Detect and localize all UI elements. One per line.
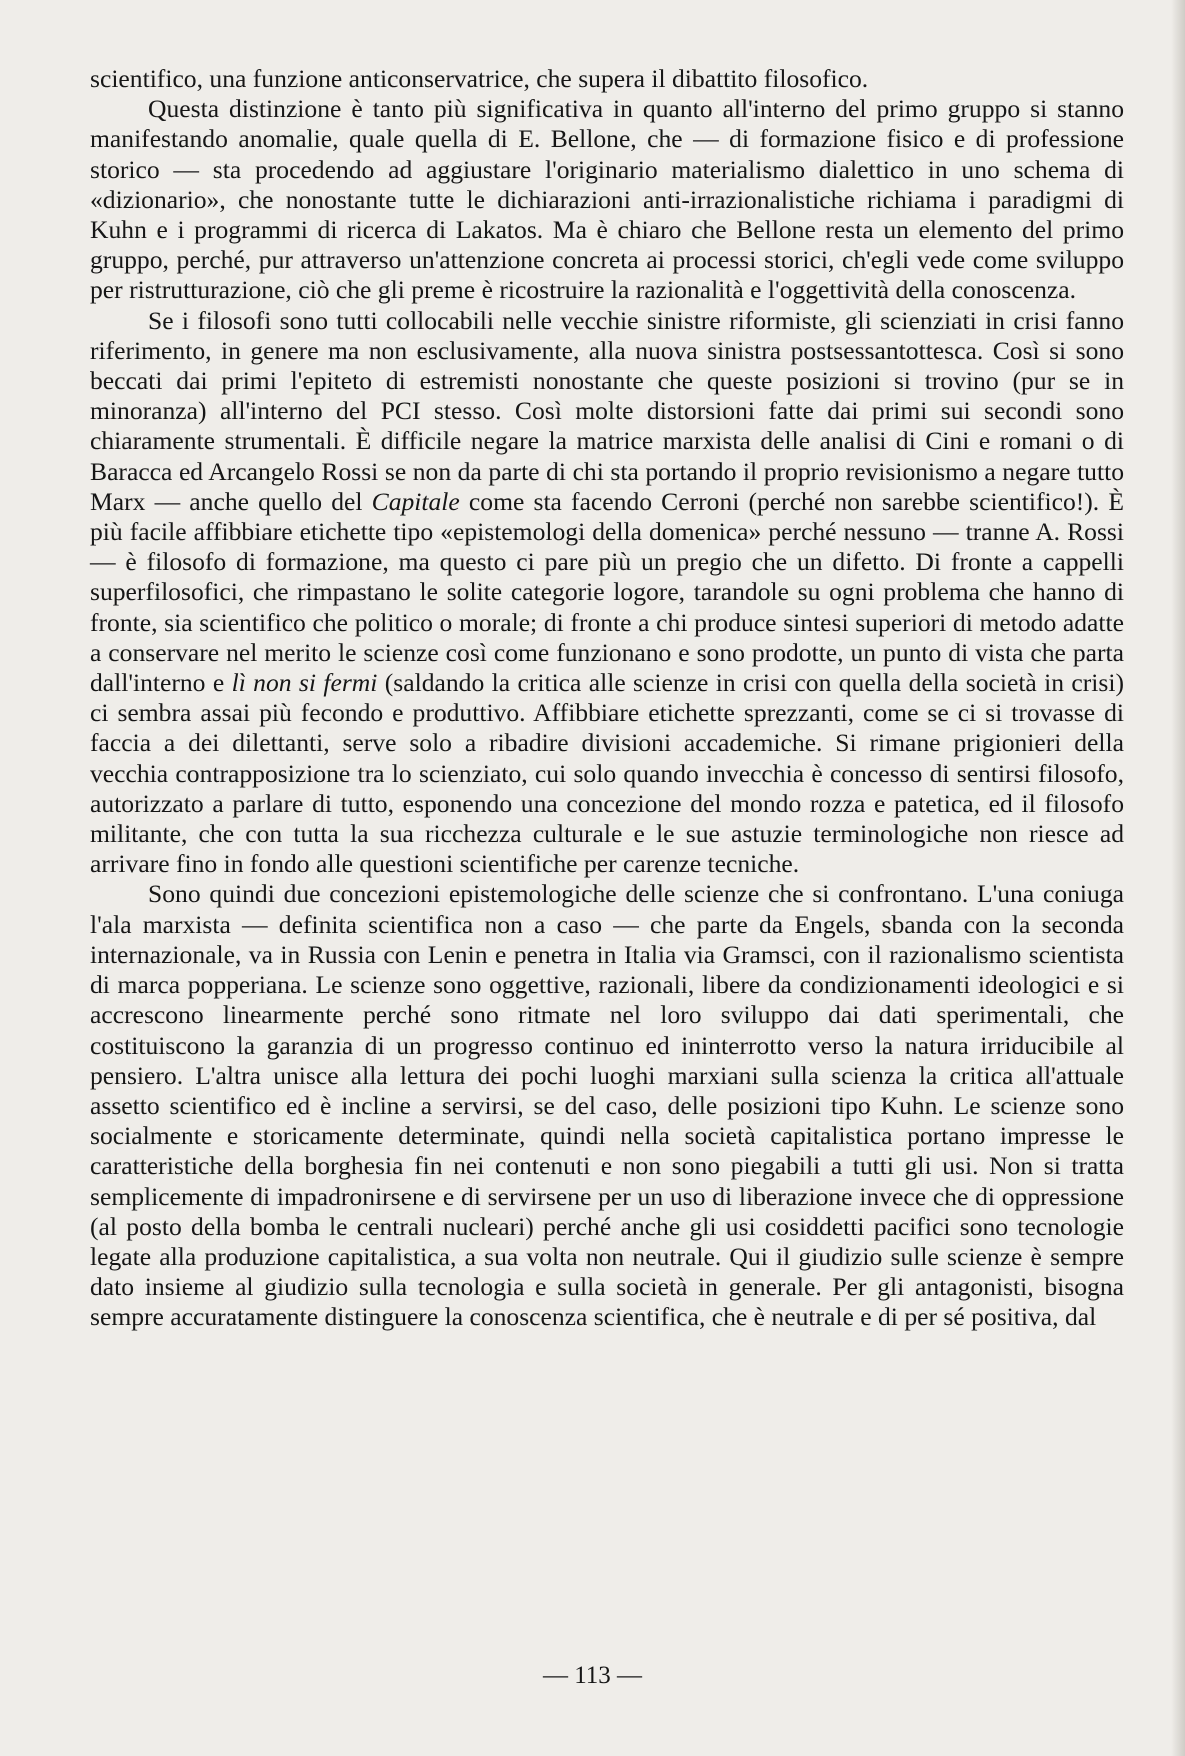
paragraph-3-middle: come sta facendo Cerroni (perché non sarebbe scientifico!). È più facile affibbiare etichette tipo «epistemologi della domenica» perché nessuno — tranne A. Rossi — è filosofo di formazione, ma questo ci pare più un pregio che un difetto. Di fronte a cappelli superfilosofici, che rimpastano le solite categorie logore, tarandole su ogni problema che hanno di fronte, sia scientifico che politico o morale; di fronte a chi produce sintesi superiori di metodo adatte a conservare nel merito le scienze così come funzionano e sono prodotte, un punto di vista che parta dall'interno e xyxy=(90,486,1124,698)
paragraph-1: scientifico, una funzione anticonservatrice, che supera il dibattito filosofico. xyxy=(90,64,869,93)
paragraph-3-start: Se i filosofi sono tutti collocabili nelle vecchie sinistre riformiste, gli scienziati in crisi fanno riferimento, in genere ma non esclusivamente, alla nuova sinistra postsessantottesca. Così si sono beccati dai primi l'epiteto di estremisti nonostante che queste posizioni si trovino (pur se in minoranza) all'interno del PCI stesso. Così molte distorsioni fatte dai primi sui secondi sono chiaramente strumentali. È difficile negare la matrice marxista delle analisi di Cini e romani o di Baracca ed Arcangelo Rossi se non da parte di chi sta portando il proprio revisionismo a negare tutto Marx — anche quello del xyxy=(90,305,1124,516)
page-edge xyxy=(1171,0,1185,1756)
paragraph-4: Sono quindi due concezioni epistemologiche delle scienze che si confrontano. L'una coniuga l'ala marxista — definita scientifica non a caso — che parte da Engels, sbanda con la seconda internazionale, va in Russia con Lenin e penetra in Italia via Gramsci, con il razionalismo scientista di marca popperiana. Le scienze sono oggettive, razionali, libere da condizionamenti ideologici e si accrescono linearmente perché sono ritmate nel loro sviluppo dai dati sperimentali, che costituiscono la garanzia di un progresso continuo ed ininterrotto verso la natura irriducibile al pensiero. L'altra unisce alla lettura dei pochi luoghi marxiani sulla scienza la critica all'attuale assetto scientifico ed è incline a servirsi, se del caso, delle posizioni tipo Kuhn. Le scienze sono socialmente e storicamente determinate, quindi nella società capitalistica portano impresse le caratteristiche della borghesia fin nei contenuti e non sono piegabili a tutti gli usi. Non si tratta semplicemente di impadronirsene e di servirsene per un uso di liberazione invece che di oppressione (al posto della bomba le centrali nucleari) perché anche gli usi cosiddetti pacifici sono tecnologie legate alla produzione capitalistica, a sua volta non neutrale. Qui il giudizio sulle scienze è sempre dato insieme al giudizio sulla tecnologia e sulla società in generale. Per gli antagonisti, bisogna sempre accuratamente distinguere la conoscenza scientifica, che è neutrale e di per sé positiva, dal xyxy=(90,879,1124,1332)
page-number: — 113 — xyxy=(542,1662,643,1689)
italic-capitale: Capitale xyxy=(371,486,460,516)
paragraph-2: Questa distinzione è tanto più significativa in quanto all'interno del primo gruppo si stanno manifestando anomalie, quale quella di E. Bellone, che — di formazione fisico e di professione storico — sta procedendo ad aggiustare l'originario materialismo dialettico in uno schema di «dizionario», che nonostante tutte le dichiarazioni anti-irrazionalistiche richiama i paradigmi di Kuhn e i programmi di ricerca di Lakatos. Ma è chiaro che Bellone resta un elemento del primo gruppo, perché, pur attraverso un'attenzione concreta ai processi storici, ch'egli vede come sviluppo per ristrutturazione, ciò che gli preme è ricostruire la razionalità e l'oggettività della conoscenza. xyxy=(90,94,1124,305)
paragraph-3-end: (saldando la critica alle scienze in crisi con quella della società in crisi) ci sembra assai più fecondo e produttivo. Affibbiare etichette sprezzanti, come se ci si trovasse di faccia a dei dilettanti, serve solo a ribadire divisioni accademiche. Si rimane prigionieri della vecchia contrapposizione tra lo scienziato, cui solo quando invecchia è concesso di sentirsi filosofo, autorizzato a parlare di tutto, esponendo una concezione del mondo rozza e patetica, ed il filosofo militante, che con tutta la sua ricchezza culturale e le sue astuzie terminologiche non riesce ad arrivare fino in fondo alle questioni scientifiche per carenze tecniche. xyxy=(90,668,1125,879)
italic-li-non-si-fermi: lì non si fermi xyxy=(231,668,378,698)
body-text xyxy=(90,64,1124,1333)
paragraph-3 xyxy=(90,306,1124,880)
